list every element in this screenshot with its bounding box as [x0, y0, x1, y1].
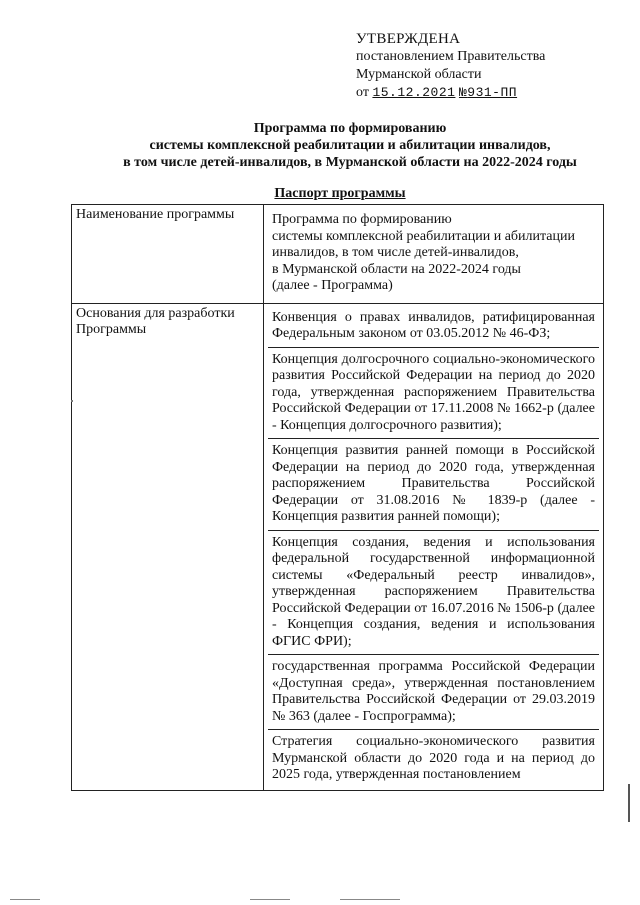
title-line-3: в том числе детей-инвалидов, в Мурманской области на 2022-2024 годы [123, 155, 577, 170]
row-value-program-name [264, 205, 604, 304]
approval-line-1: постановлением Правительства [356, 49, 546, 64]
row-value-basis [264, 303, 604, 790]
table-row [72, 205, 604, 304]
title-line-2: системы комплексной реабилитации и абилитации инвалидов, [149, 138, 551, 153]
footer-mark [10, 899, 40, 900]
program-name-line: в Мурманской области на 2022-2024 годы [272, 261, 521, 277]
footer-mark [340, 899, 400, 900]
scan-edge-mark [628, 784, 630, 822]
basis-item: Концепция долгосрочного социально-экономического развития Российской Федерации на период до 2020 года, утвержденная распоряжением Правительства Российской Федерации от 17.11.2008 № 1662-р (далее - Концепция долгосрочного развития); [268, 347, 599, 439]
program-name-line: системы комплексной реабилитации и абилитации [272, 228, 575, 244]
document-title [60, 120, 640, 171]
approval-date-prefix: от [356, 85, 369, 100]
basis-item: Концепция развития ранней помощи в Российской Федерации на период до 2020 года, утвержденная распоряжением Правительства Российской Федерации от 31.08.2016 № 1839-р (далее - Концепция развития ранней помощи); [268, 438, 599, 530]
approval-date-line [356, 84, 626, 102]
approval-line-2: Мурманской области [356, 67, 482, 82]
approval-stamp [356, 30, 626, 102]
basis-item: Стратегия социально-экономического развития Мурманской области до 2020 года и на период до 2025 года, утвержденная постановлением [268, 729, 599, 788]
program-name-line: (далее - Программа) [272, 278, 393, 293]
passport-table [71, 204, 604, 791]
program-name-line: Программа по формированию [272, 212, 452, 227]
footer-scan-marks [0, 895, 640, 905]
approval-number: 931-ПП [467, 85, 518, 100]
table-row [72, 303, 604, 790]
approval-number-prefix: № [458, 85, 468, 100]
row-label-program-name: Наименование программы [72, 205, 264, 304]
basis-item: Конвенция о правах инвалидов, ратифицированная Федеральным законом от 03.05.2012 № 46-ФЗ; [272, 309, 595, 341]
footer-mark [250, 899, 290, 900]
approval-heading: УТВЕРЖДЕНА [356, 31, 461, 47]
program-name-block [268, 207, 599, 301]
scan-speck [71, 400, 73, 402]
passport-heading: Паспорт программы [274, 186, 406, 201]
title-line-1: Программа по формированию [253, 121, 447, 136]
approval-date: 15.12.2021 [372, 85, 456, 100]
row-label-basis: Основания для разработки Программы [72, 303, 264, 790]
basis-item: Концепция создания, ведения и использования федеральной государственной информационной системы «Федеральный реестр инвалидов», утвержденная распоряжением Правительства Российской Федерации от 16.07.2016 № 1506-р (далее - Концепция создания, ведения и использования ФГИС ФРИ); [268, 530, 599, 655]
basis-item: государственная программа Российской Федерации «Доступная среда», утвержденная постановлением Правительства Российской Федерации от 29.03.2019 № 363 (далее - Госпрограмма); [268, 654, 599, 729]
program-name-line: инвалидов, в том числе детей-инвалидов, [272, 245, 519, 260]
